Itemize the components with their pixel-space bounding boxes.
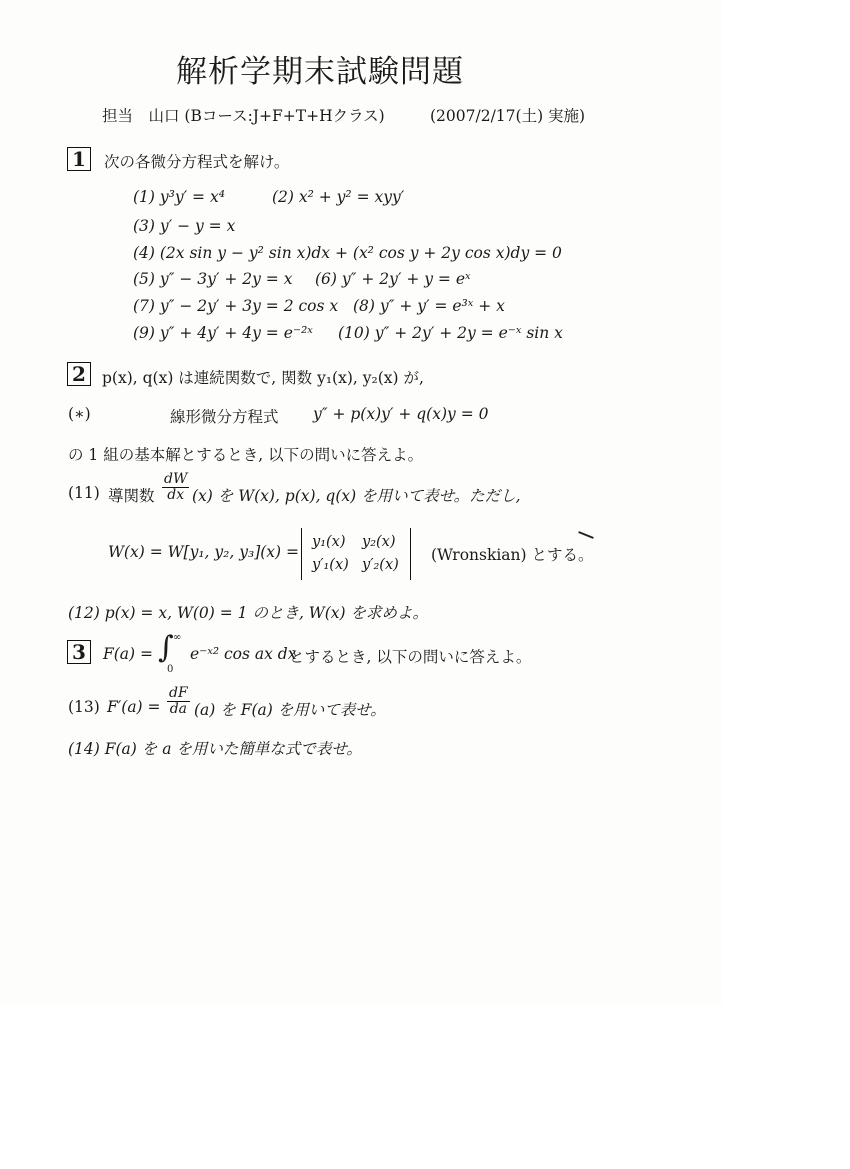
integral-lower-limit: 0: [167, 664, 174, 675]
q1-item-9: (9) y″ + 4y′ + 4y = e⁻²ˣ: [133, 324, 313, 342]
df-da-fraction: [165, 686, 192, 716]
integral-upper-limit: ∞: [173, 632, 182, 643]
q11-number: (11): [68, 484, 100, 502]
det-y1-prime: y′₁(x): [312, 557, 349, 573]
q1-item-4: (4) (2x sin y − y² sin x)dx + (x² cos y + 2y cos x)dy = 0: [133, 244, 562, 262]
wronskian-determinant: [301, 528, 411, 580]
q1-item-5: (5) y″ − 3y′ + 2y = x: [133, 270, 293, 288]
linear-ode-equation: y″ + p(x)y′ + q(x)y = 0: [313, 405, 489, 423]
question-3-intro: とするとき, 以下の問いに答えよ。: [289, 648, 532, 666]
scan-margin-bottom: [0, 1005, 722, 1169]
scan-margin-right: [722, 0, 850, 1169]
q11-prefix: 導関数: [108, 487, 155, 505]
integral-sign-icon: ∫: [158, 630, 174, 665]
wronskian-definition: W(x) = W[y₁, y₂, y₃](x) =: [108, 543, 300, 561]
q14-text: (14) F(a) を a を用いた簡単な式で表せ。: [68, 740, 362, 758]
q1-item-2: (2) x² + y² = xyy′: [272, 188, 405, 206]
dw-dx-fraction: [160, 472, 191, 502]
exam-date: (2007/2/17(土) 実施): [430, 107, 586, 125]
q1-item-7: (7) y″ − 2y′ + 3y = 2 cos x: [133, 297, 339, 315]
det-y2: y₂(x): [362, 534, 396, 550]
q1-item-6: (6) y″ + 2y′ + y = eˣ: [315, 270, 471, 288]
f-definition: F(a) =: [103, 645, 154, 663]
q1-item-8: (8) y″ + y′ = e³ˣ + x: [353, 297, 505, 315]
dw-numerator: dW: [164, 471, 188, 487]
dx-denominator: dx: [167, 486, 185, 503]
linear-ode-label: 線形微分方程式: [170, 408, 279, 426]
q11-text: (x) を W(x), p(x), q(x) を用いて表せ。ただし,: [192, 487, 521, 505]
q13-number: (13): [68, 698, 100, 716]
equation-star-label: (∗): [68, 405, 91, 423]
exam-title: 解析学期末試験問題: [176, 54, 464, 90]
det-y1: y₁(x): [312, 534, 346, 550]
instructor-line: 担当 山口 (Bコース:J+F+T+Hクラス): [102, 107, 385, 125]
q13-prefix: F′(a) =: [107, 698, 161, 716]
question-2-intro: p(x), q(x) は連続関数で, 関数 y₁(x), y₂(x) が,: [102, 369, 424, 387]
q1-item-3: (3) y′ − y = x: [133, 217, 236, 235]
det-y2-prime: y′₂(x): [362, 557, 399, 573]
df-numerator: dF: [169, 685, 188, 701]
q1-item-10: (10) y″ + 2y′ + 2y = e⁻ˣ sin x: [338, 324, 563, 342]
integrand: e⁻ˣ² cos ax dx: [190, 645, 297, 663]
question-2-continuation: の 1 組の基本解とするとき, 以下の問いに答えよ。: [68, 446, 424, 464]
question-1-number: 1: [67, 147, 91, 171]
da-denominator: da: [169, 700, 187, 717]
q12-text: (12) p(x) = x, W(0) = 1 のとき, W(x) を求めよ。: [68, 604, 429, 622]
question-1-instruction: 次の各微分方程式を解け。: [104, 153, 290, 171]
question-3-number: 3: [67, 640, 91, 664]
q1-item-1: (1) y³y′ = x⁴: [133, 188, 225, 206]
wronskian-suffix: (Wronskian) とする。: [431, 546, 594, 564]
q13-text: (a) を F(a) を用いて表せ。: [194, 701, 386, 719]
question-2-number: 2: [67, 362, 91, 386]
